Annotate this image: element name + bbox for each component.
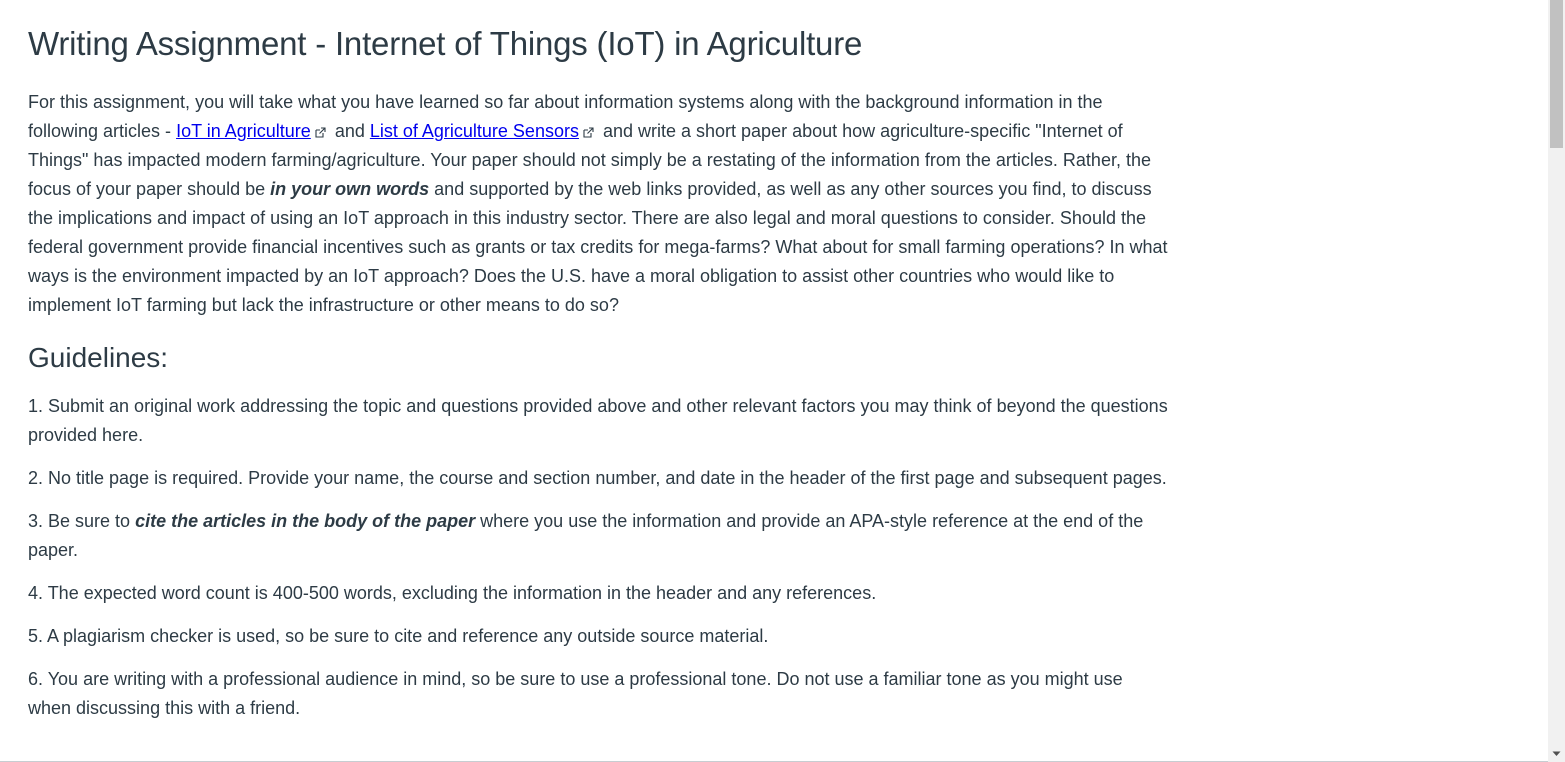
guideline-item-3 — [28, 507, 1170, 565]
iot-in-agriculture-link[interactable]: IoT in Agriculture — [176, 121, 311, 141]
external-link-icon — [583, 127, 594, 138]
intro-text-2: and — [329, 121, 370, 141]
guidelines-heading: Guidelines: — [28, 342, 169, 373]
intro-text-3: and write a short paper about how agriculture-specific "Internet of Things" has impacted modern farming/agriculture. Your paper should not simply be a restating of the information from the articles. Rather, the focus of your paper should be — [28, 121, 1151, 199]
assignment-content — [28, 22, 1170, 737]
external-link-icon — [315, 127, 326, 138]
guideline-item-2: 2. No title page is required. Provide your name, the course and section number, and date in the header of the first page and subsequent pages. — [28, 468, 1167, 488]
intro-emphasis: in your own words — [270, 179, 430, 199]
intro-paragraph — [28, 88, 1170, 320]
guideline-3-text-before: 3. Be sure to — [28, 511, 136, 531]
vertical-scrollbar[interactable] — [1548, 0, 1565, 762]
guideline-item-4: 4. The expected word count is 400-500 words, excluding the information in the header and any references. — [28, 583, 877, 603]
chevron-down-icon[interactable] — [1548, 745, 1565, 762]
agriculture-sensors-link[interactable]: List of Agriculture Sensors — [369, 121, 579, 141]
guideline-item-1: 1. Submit an original work addressing the topic and questions provided above and other relevant factors you may think of beyond the questions provided here. — [28, 396, 1168, 445]
page-title: Writing Assignment - Internet of Things (IoT) in Agriculture — [28, 25, 863, 62]
guideline-3-text-after: where you use the information and provide an APA-style reference at the end of the paper. — [28, 511, 1144, 560]
guideline-item-5: 5. A plagiarism checker is used, so be sure to cite and reference any outside source material. — [28, 626, 769, 646]
intro-text-4: and supported by the web links provided, as well as any other sources you find, to discuss the implications and impact of using an IoT approach in this industry sector. There are also legal and moral questions to consider. Should the federal government provide financial incentives such as grants or tax credits for mega-farms? What about for small farming operations? In what ways is the environment impacted by an IoT approach? Does the U.S. have a moral obligation to assist other countries who would like to implement IoT farming but lack the infrastructure or other means to do so? — [28, 179, 1168, 315]
scrollbar-thumb[interactable] — [1550, 0, 1563, 148]
intro-text-1: For this assignment, you will take what you have learned so far about information systems along with the background information in the following articles - — [28, 92, 1103, 141]
guideline-item-6: 6. You are writing with a professional audience in mind, so be sure to use a professional tone. Do not use a familiar tone as you might use when discussing this with a friend. — [28, 669, 1123, 718]
guideline-3-emphasis: cite the articles in the body of the paper — [135, 511, 476, 531]
